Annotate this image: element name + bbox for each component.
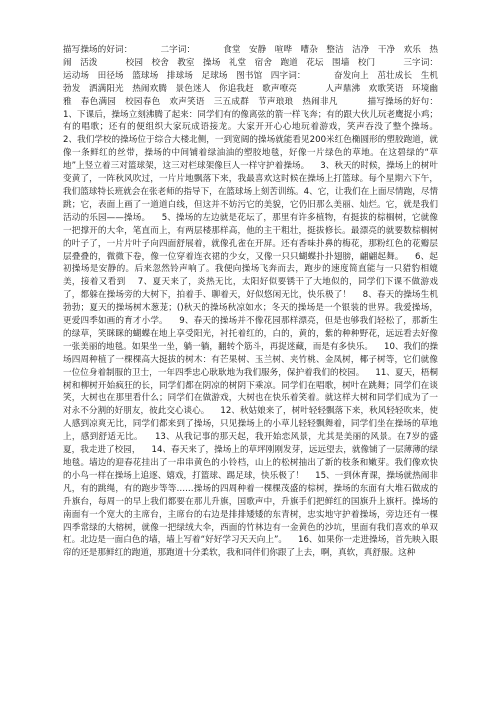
- document-body-text: 描写操场的好词： 二字词： 食堂 安静 喧哗 嘈杂 整洁 洁净 干净 欢乐 热闹 活泼 校园 校舍 教室 操场 礼堂 宿舍 跑道 花坛 围墙 校门 三字词： 运动场 田径场 篮球场 排球场 足球场 图书馆 四字词： 奋发向上 茁壮成长 生机勃发 洒满阳光 热闹欢腾 景色迷人 你追我赶 歌声嘹亮 人声鼎沸 欢歌笑语 环境幽雅 春色满园 校园春色 欢声笑语 三五成群 节声琅琅 热闹非凡 描写操场的好句： 1、下课后，操场立刻沸腾了起来：同学们有的像离弦的箭一样飞奔；有的跟大伙儿玩老鹰捉小鸡；有的唱歌；还有的便组织大家玩成语接龙。大家开开心心地玩着游戏，笑声吞没了整个操场。 2、我们学校的操场位于综合大楼北侧，一到宽阔的操场就能看见200米红色椭圆形的塑胶跑道，就像一条鲜红的丝带，操场的中间铺着绿油油的塑胶地毯，好像一片绿色的草地。在这碧绿的“草地”上竖立着三对篮球架，这三对栏球架像巨人一样守护着操场。 3、秋天的时候，操场上的树叶变黄了，一阵秋风吹过，一片片地飘落下来，我最喜欢这时候在操场上打篮球。每个星期六下午，我们篮球特长班就会在张老师的指导下，在篮球场上刻苦训练。4、它，让我们在上面尽情跑，尽情跳；它，表面上画了一道道白线，但这并不妨污它的美貌，它仍旧那么美丽、灿烂。它，就是我们活动的乐园——操场。 5、操场的左边就是花坛了，那里有许多植物，有挺拔的棕榈树，它就像一把撑开的大伞，笔直而上，有两层楼那样高，他的主干粗壮，挺拔修长。最漂亮的就要数棕榈树的叶子了，一片片叶子向四面舒展着，就像孔雀在开屏。还有香味扑鼻的梅花，那粉红色的花瓣层层叠叠的，微微下卷，像一位穿着连衣裙的少女，又像一只只蝴蝶扑扑翅膀，翩翩起舞。 6、起初操场是安静的。后来忽然铃声响了。我便向操场飞奔而去，跑步的速度简直能与一只猎豹相媲美，接着又看到 7、夏天来了，炎热无比，太阳好似要锈干了大地似的，同学们下课不做游戏了，都躲在操场旁的大树下，拍着手、聊着天，好似悠闲无比，快乐极了！ 8、春天的操场生机勃勃；夏天的操场树木葱茏；()秋天的操场秋凉如水；冬天的操场是一个银装的世界。我爱操场，更爱四季如画的育才小学。 9、春天的操场并不像花园那样漂亮，但是也够我们轻松了，那新生的绿草，笑眯眯的蝴蝶在地上享受阳光，衬托着红的，白的，黄的，紫的种种野花，远远看去好像一张美丽的地毯。如果坐一坐，躺一躺，翻转个筋斗，再捉迷藏，而是有多快乐。 10、我们的操场四周种植了一棵棵高大挺拔的树木：有芒果树、玉兰树、夹竹桃、金凤树，椰子树等，它们就像一位位身着制服的卫士，一年四季忠心耿耿地为我们服务，保护着我们的校园。 11、夏天，梧桐树和柳树开始疯狂的长，同学们都在阴凉的树阴下乘凉。同学们在唱歌，树叶在跳舞；同学们在谈笑，大树也在那里看什么；同学们在做游戏，大树也在快乐着笑着。就这样大树和同学们成为了一对永不分割的好朋友，彼此交心谈心。 12、秋姑娘来了，树叶轻轻飘落下来，秋风轻轻吹来，使人感到凉爽无比，同学们都来到了操场，只见操场上的小草儿轻轻飘舞着，同学们坐在操场的草地上，感到舒适无比。 13、从我记事的那天起，我开始恋风景，尤其是美丽的风景。在7岁的盛夏，我走进了校园， 14、春天来了，操场上的草坪刚刚发芽，远远望去，就像铺了一层薄薄的绿地毯。墙边的迎春花挂出了一串串黄色的小铃档，山上的松树抽出了新的枝条和嫩芽。我们像欢快的小鸟一样在操场上追逐、嬉戏，打篮球、踢足球，快乐极了！ 15、一到休育课，操场就热闹非凡，有的跳绳，有的跑步等等……操场的四周种着一棵棵茂盛的棕树，操场的东面有大堆石做成的升旗台，每周一的早上我们都要在那儿升旗，国歌声中，升旗手们把鲜红的国旗升上旗杆。操场的南面有一个宽大的主席台，主席台的右边是排排矮矮的东青树，忠实地守护着操场，旁边还有一棵四季常绿的大榕树，就像一把绿绒大伞，西面的竹林边有一金黄色的沙坑，里面有我们喜欢的单双杠。北边是一面白色的墙，墙上写着“好好学习天天向上”。 16、如果你一走进操场，首先映入眼帘的还是那鲜红的跑道，那跑道十分柔软，我和同伴们你跟了上去，啊，真软，真舒服。这种: [63, 45, 466, 559]
- document-page: [63, 44, 466, 684]
